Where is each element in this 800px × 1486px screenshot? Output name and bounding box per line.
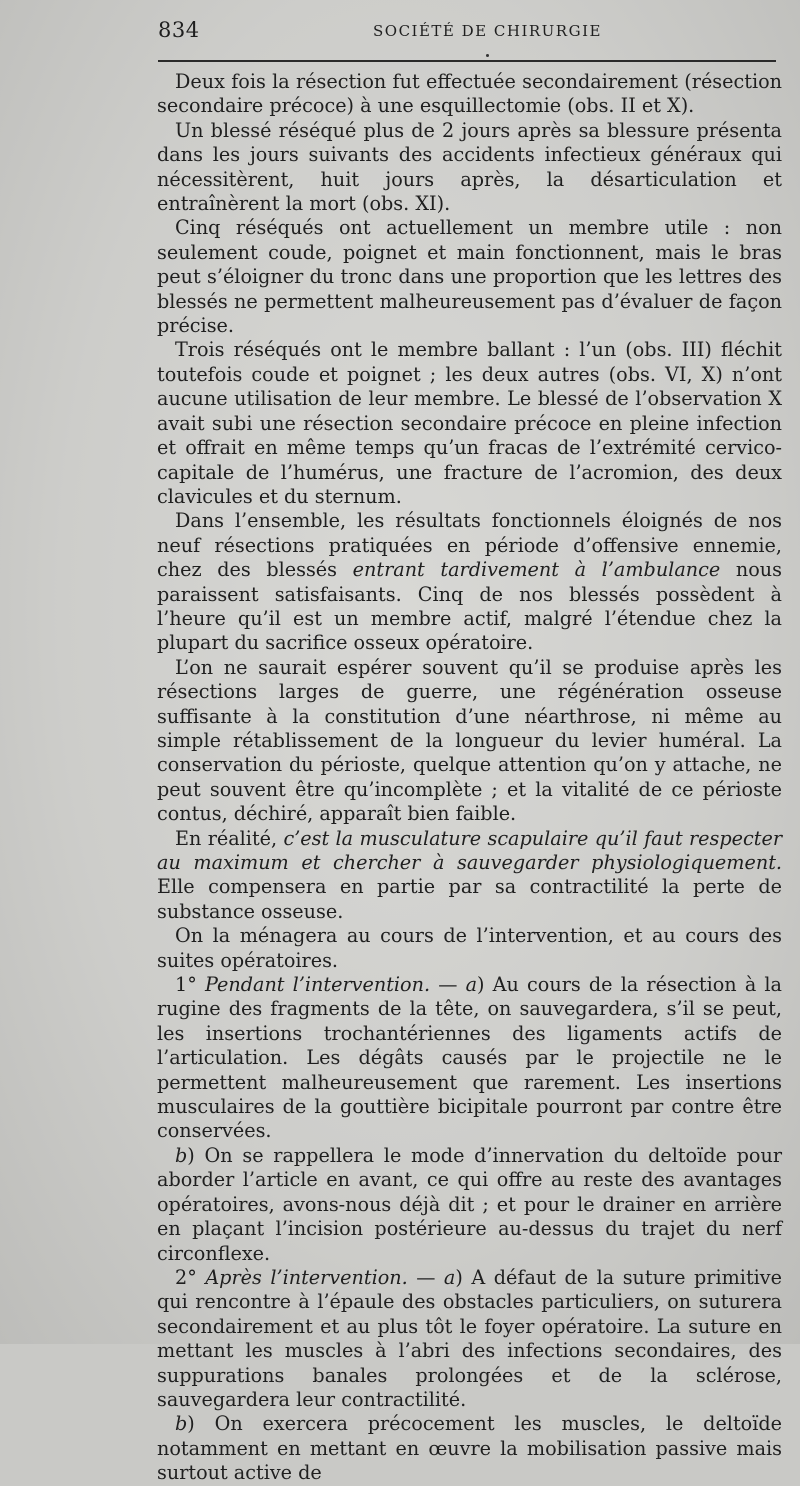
text-segment: ) Au cours de la résection à la rugine des fragments de la tête, on sauvegardera, s’il se peut, les insertions trochantériennes des ligaments actifs de l’articulation. Les dégâts causés par le projectile ne le permettent malheureusement que rarement. Les insertions musculaires de la gouttière bicipitale pourront par contre être conservées.	[157, 973, 782, 1143]
italic-text: c’est la musculature scapulaire qu’il faut respecter au maximum et chercher à sauvegarder physiologiquement.	[157, 826, 783, 874]
paragraph-9	[157, 973, 782, 1144]
paragraph-1	[157, 70, 782, 119]
text-segment: Elle compensera en partie par sa contractilité la perte de substance osseuse.	[157, 875, 782, 923]
paragraph-4	[157, 338, 782, 509]
header-rule	[158, 60, 776, 62]
paragraph-5	[157, 509, 782, 655]
italic-text: a	[465, 973, 478, 997]
paragraph-12	[157, 1412, 782, 1485]
page-header	[158, 16, 778, 50]
paragraph-10	[157, 1144, 782, 1266]
italic-text: Pendant l’intervention.	[204, 973, 431, 997]
body-text	[157, 70, 782, 1486]
text-segment: En réalité,	[175, 826, 284, 850]
header-dot	[486, 54, 489, 57]
text-segment: ) A défaut de la suture primitive qui rencontre à l’épaule des obstacles particuliers, on suturera secondairement et au plus tôt le foyer opératoire. La suture en mettant les muscles à l’abri des infections secondaires, des suppurations banales prolongées et de la sclérose, sauvegardera leur contractilité.	[157, 1265, 782, 1411]
italic-text: a	[443, 1265, 456, 1289]
paragraph-3	[157, 216, 782, 338]
text-segment: 2°	[175, 1265, 206, 1289]
italic-text: entrant tardivement à l’ambulance	[352, 558, 721, 582]
text-segment: —	[430, 973, 466, 997]
running-title: SOCIÉTÉ DE CHIRURGIE	[373, 22, 602, 40]
text-segment: —	[407, 1265, 444, 1289]
italic-text: Après l’intervention.	[205, 1265, 408, 1289]
italic-text: b	[175, 1412, 188, 1436]
text-segment: L’on ne saurait espérer souvent qu’il se produise après les résections larges de guerre, une régénération osseuse suffisante à la constitution d’une néarthrose, ni même au simple rétablissement de la longueur du levier huméral. La conservation du périoste, quelque attention qu’on y attache, ne peut souvent être qu’incomplète ; et la vitalité de ce périoste contus, déchiré, apparaît bien faible.	[157, 655, 782, 826]
paragraph-2	[157, 119, 782, 217]
text-segment: ) On se rappellera le mode d’innervation du deltoïde pour aborder l’article en avant, ce qui offre au reste des avantages opératoires, avons-nous déjà dit ; et pour le drainer en arrière en plaçant l’incision postérieure au-dessus du trajet du nerf circonflexe.	[157, 1143, 782, 1265]
paragraph-11	[157, 1266, 782, 1412]
text-segment: Un blessé réséqué plus de 2 jours après sa blessure présenta dans les jours suivants des accidents infectieux généraux qui nécessitèrent, huit jours après, la désarticulation et entraînèrent la mort (obs. XI).	[157, 118, 782, 216]
text-segment: Dans l’ensemble, les résultats fonctionnels éloignés de nos neuf résections pratiquées en période d’offensive ennemie, chez des blessés	[157, 509, 782, 582]
text-segment: Deux fois la résection fut effectuée secondairement (résection secondaire précoce) à une esquillectomie (obs. II et X).	[157, 70, 782, 118]
text-segment: 1°	[175, 973, 205, 997]
paragraph-8	[157, 924, 782, 973]
text-segment: ) On exercera précocement les muscles, le deltoïde notamment en mettant en œuvre la mobilisation passive mais surtout active de	[157, 1412, 782, 1485]
paragraph-7	[157, 827, 782, 925]
italic-text: b	[175, 1143, 188, 1167]
text-segment: Cinq réséqués ont actuellement un membre utile : non seulement coude, poignet et main fonctionnent, mais le bras peut s’éloigner du tronc dans une proportion que les lettres des blessés ne permettent malheureusement pas d’évaluer de façon précise.	[157, 216, 782, 338]
page-number: 834	[158, 18, 200, 42]
text-segment: Trois réséqués ont le membre ballant : l’un (obs. III) fléchit toutefois coude et poignet ; les deux autres (obs. VI, X) n’ont aucune utilisation de leur membre. Le blessé de l’observation X avait subi une résection secondaire précoce en pleine infection et offrait en même temps qu’un fracas de l’extrémité cervico-capitale de l’humérus, une fracture de l’acromion, des deux clavicules et du sternum.	[157, 338, 782, 508]
paragraph-6	[157, 656, 782, 827]
text-segment: On la ménagera au cours de l’intervention, et au cours des suites opératoires.	[157, 924, 782, 972]
text-segment: nous paraissent satisfaisants. Cinq de nos blessés possèdent à l’heure qu’il est un membre actif, malgré l’étendue chez la plupart du sacrifice osseux opératoire.	[157, 558, 782, 655]
